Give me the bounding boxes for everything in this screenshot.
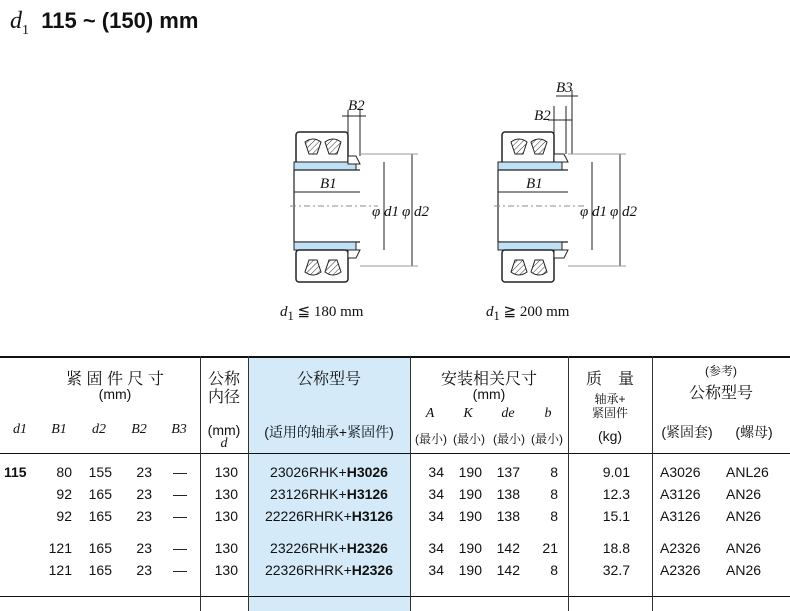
right-d1-label: φ d1 xyxy=(580,204,608,220)
designation-sleeve: H2326 xyxy=(351,562,394,578)
title-symbol: d xyxy=(10,8,22,34)
cell-B3: — xyxy=(173,508,187,524)
col-de-min: (最小) xyxy=(493,432,525,446)
cell-mass: 32.7 xyxy=(602,562,630,578)
header-dimensions-unit: (mm) xyxy=(98,386,132,402)
cell-ref-nut: AN26 xyxy=(726,486,762,502)
right-caption-text: ≧ 200 mm xyxy=(499,304,570,320)
cell-ref-nut: AN26 xyxy=(726,562,762,578)
cell-designation xyxy=(248,486,410,502)
cell-d: 130 xyxy=(214,464,238,480)
cell-b: 8 xyxy=(550,562,558,578)
cell-B3: — xyxy=(173,486,187,502)
right-d2-label: φ d2 xyxy=(610,204,638,220)
col-de: de xyxy=(501,406,515,421)
cell-K: 190 xyxy=(458,486,482,502)
designation-bearing: 22226RHRK+ xyxy=(264,508,352,524)
header-bore-line2: 内径 xyxy=(207,389,240,406)
cell-A: 34 xyxy=(428,562,444,578)
cell-K: 190 xyxy=(458,540,482,556)
left-diagram-caption xyxy=(280,302,363,324)
cell-B3: — xyxy=(173,540,187,556)
col-k-min: (最小) xyxy=(453,432,485,446)
bearing-diagrams xyxy=(0,70,790,300)
header-bore-line1: 公称 xyxy=(207,371,240,388)
cell-d2: 165 xyxy=(88,540,112,556)
cell-A: 34 xyxy=(428,540,444,556)
header-ref: 公称型号 xyxy=(688,385,753,402)
cell-b: 8 xyxy=(550,486,558,502)
col-b3: B3 xyxy=(171,422,187,437)
header-ref-note: (参考) xyxy=(705,364,737,378)
cell-de: 142 xyxy=(496,562,520,578)
cell-de: 138 xyxy=(496,508,520,524)
table-top-rule xyxy=(0,356,790,358)
cell-d: 130 xyxy=(214,486,238,502)
cell-b: 8 xyxy=(550,464,558,480)
cell-de: 138 xyxy=(496,486,520,502)
cell-ref-sleeve: A2326 xyxy=(660,540,701,556)
header-mass-note1: 轴承+ xyxy=(594,392,626,406)
col-bore-d: d xyxy=(220,436,228,451)
cell-B2: 23 xyxy=(136,540,152,556)
col-designation-note: (适用的轴承+紧固件) xyxy=(264,424,394,440)
cell-d: 130 xyxy=(214,562,238,578)
col-a-min: (最小) xyxy=(415,432,447,446)
cell-mass: 12.3 xyxy=(602,486,630,502)
col-b2: B2 xyxy=(131,422,147,437)
designation-bearing: 23126RHK+ xyxy=(270,486,347,502)
cell-designation xyxy=(248,464,410,480)
cell-mass: 18.8 xyxy=(602,540,630,556)
title-range: 115 ~ (150) mm xyxy=(41,8,199,33)
cell-ref-sleeve: A2326 xyxy=(660,562,701,578)
header-designation: 公称型号 xyxy=(296,371,361,388)
right-b2-label: B2 xyxy=(534,108,551,124)
spec-table xyxy=(0,356,790,611)
cell-B3: — xyxy=(173,464,187,480)
right-caption-sub: 1 xyxy=(493,309,500,323)
left-caption-text: ≦ 180 mm xyxy=(293,304,364,320)
cell-B1: 92 xyxy=(56,508,72,524)
cell-de: 137 xyxy=(496,464,520,480)
cell-B2: 23 xyxy=(136,508,152,524)
col-ref-nut: (螺母) xyxy=(735,424,773,440)
designation-bearing: 22326RHRK+ xyxy=(264,562,352,578)
cell-ref-sleeve: A3126 xyxy=(660,508,701,524)
col-b: b xyxy=(544,406,552,421)
cell-B2: 23 xyxy=(136,486,152,502)
cell-mass: 15.1 xyxy=(602,508,630,524)
cell-de: 142 xyxy=(496,540,520,556)
col-b1: B1 xyxy=(51,422,67,437)
col-bore-unit: (mm) xyxy=(207,422,241,438)
cell-ref-nut: AN26 xyxy=(726,508,762,524)
cell-A: 34 xyxy=(428,508,444,524)
right-bearing-drawing xyxy=(494,90,626,282)
right-caption-symbol: d xyxy=(486,304,494,320)
cell-designation xyxy=(248,508,410,524)
cell-K: 190 xyxy=(458,508,482,524)
right-b3-label: B3 xyxy=(556,80,573,96)
col-ref-sleeve: (紧固套) xyxy=(661,424,713,440)
header-dimensions: 紧 固 件 尺 寸 xyxy=(66,371,164,388)
cell-A: 34 xyxy=(428,464,444,480)
col-d2: d2 xyxy=(92,422,106,437)
cell-B1: 92 xyxy=(56,486,72,502)
designation-sleeve: H3126 xyxy=(351,508,394,524)
title-symbol-sub: 1 xyxy=(22,22,29,38)
col-b-min: (最小) xyxy=(531,432,563,446)
left-caption-sub: 1 xyxy=(287,309,294,323)
header-bottom-rule xyxy=(0,453,790,454)
cell-d2: 165 xyxy=(88,486,112,502)
cell-K: 190 xyxy=(458,562,482,578)
cell-d: 130 xyxy=(214,508,238,524)
cell-ref-nut: ANL26 xyxy=(726,464,769,480)
right-diagram-caption xyxy=(486,302,569,324)
cell-K: 190 xyxy=(458,464,482,480)
header-mounting: 安装相关尺寸 xyxy=(440,371,537,388)
page-title xyxy=(10,8,198,39)
left-bearing-drawing xyxy=(290,110,418,282)
left-d2-label: φ d2 xyxy=(402,204,430,220)
cell-B2: 23 xyxy=(136,562,152,578)
designation-bearing: 23026RHK+ xyxy=(270,464,347,480)
cell-d2: 165 xyxy=(88,508,112,524)
cell-d: 130 xyxy=(214,540,238,556)
col-a: A xyxy=(425,406,435,421)
cell-B3: — xyxy=(173,562,187,578)
cell-d2: 155 xyxy=(88,464,112,480)
left-b1-label: B1 xyxy=(320,176,337,192)
cell-designation xyxy=(248,540,410,556)
cell-B1: 121 xyxy=(48,562,72,578)
right-b1-label: B1 xyxy=(526,176,543,192)
cell-ref-sleeve: A3026 xyxy=(660,464,701,480)
cell-B2: 23 xyxy=(136,464,152,480)
left-caption-symbol: d xyxy=(280,304,288,320)
cell-b: 8 xyxy=(550,508,558,524)
designation-sleeve: H2326 xyxy=(346,540,388,556)
designation-sleeve: H3126 xyxy=(346,486,388,502)
cell-d1: 115 xyxy=(4,464,27,480)
cell-B1: 80 xyxy=(56,464,72,480)
cell-ref-sleeve: A3126 xyxy=(660,486,701,502)
col-mass-unit: (kg) xyxy=(597,428,623,444)
cell-mass: 9.01 xyxy=(602,464,630,480)
col-d1: d1 xyxy=(13,422,27,437)
left-d1-label: φ d1 xyxy=(372,204,400,220)
header-mass-note2: 紧固件 xyxy=(591,406,628,420)
left-b2-label: B2 xyxy=(348,98,365,114)
cell-B1: 121 xyxy=(48,540,72,556)
designation-sleeve: H3026 xyxy=(346,464,388,480)
col-k: K xyxy=(463,406,473,421)
header-mass: 质 量 xyxy=(585,371,634,388)
cell-A: 34 xyxy=(428,486,444,502)
cell-d2: 165 xyxy=(88,562,112,578)
header-mounting-unit: (mm) xyxy=(472,386,506,402)
group-rule xyxy=(0,596,790,597)
designation-bearing: 23226RHK+ xyxy=(270,540,347,556)
cell-designation xyxy=(248,562,410,578)
cell-b: 21 xyxy=(542,540,558,556)
cell-ref-nut: AN26 xyxy=(726,540,762,556)
